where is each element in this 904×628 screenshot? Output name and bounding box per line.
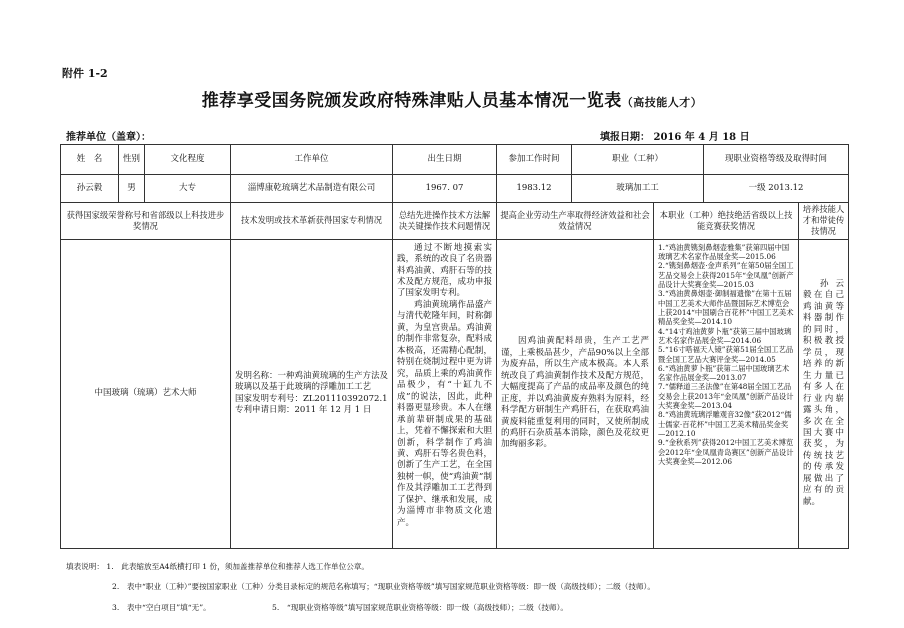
patent-number: 国家发明专利号：ZL201110392072.1 xyxy=(235,393,388,404)
info-table xyxy=(60,144,849,549)
recommending-unit-label: 推荐单位（盖章）： xyxy=(66,132,151,143)
list-item: 4.“14寸鸡油黄萝卜瓶”获第三届中国玻璃艺术名家作品展金奖—2014.06 xyxy=(658,326,792,345)
header-awards: 获得国家级荣誉称号和省部级以上科技进步奖情况 xyxy=(61,203,231,240)
cell-qualification: 一级 2013.12 xyxy=(704,175,849,203)
header-occupation: 职业（工种） xyxy=(572,145,704,175)
table-header-row xyxy=(61,203,849,240)
header-workplace: 工作单位 xyxy=(231,145,393,175)
list-item: 9.“金秋系列”获得2012中国工艺美术博览会2012年“金凤凰青岛赛区”创新产品设计大奖赛金奖—2012.06 xyxy=(658,438,794,467)
notes-line-1 xyxy=(66,561,369,572)
list-item: 8.“鸡油黄琉璃浮雕观音32像”获2012“儒士儒家·百花杯”中国工艺美术精品奖金奖—2012.10 xyxy=(658,410,792,439)
cell-competitions xyxy=(654,239,799,548)
header-education: 文化程度 xyxy=(145,145,231,175)
patent-date: 专利申请日期：2011 年 12 月 1 日 xyxy=(235,405,372,416)
attachment-label: 附件 1-2 xyxy=(62,67,108,80)
cell-productivity xyxy=(497,239,654,548)
list-item: 5.“16寸嗒福天人镜”获第51届全国工艺品暨全国工艺品大赛评金奖—2014.05 xyxy=(658,345,794,364)
cell-gender: 男 xyxy=(119,175,145,203)
cell-work-start: 1983.12 xyxy=(497,175,572,203)
table-row xyxy=(61,239,849,548)
header-patents: 技术发明或技术革新获得国家专利情况 xyxy=(231,203,393,240)
list-item: 2.“镌刻鼻烟壶·金声系列”在第50届全国工艺品交易会上获得2015年“金凤凰”创新产品设计大奖赛金奖—2015.03 xyxy=(658,261,794,289)
header-work-start: 参加工作时间 xyxy=(497,145,572,175)
note-3: 3. 表中“空白项目”填“无”。 xyxy=(112,603,211,612)
techniques-paragraph: 鸡油黄琉璃作品盛产与清代乾隆年间，时称御黄，为皇宫贵品。鸡油黄的制作非常复杂，配料成本极高，还需精心配制，特别在烧制过程中更为讲究，品质上乘的鸡油黄作品极少，有“十缸九不成”的说法，因此，此种料器更显珍贵。本人在继承前辈研制成果的基础上，凭着不懈探索和大胆创新，科学制作了鸡油黄、鸡肝石等名贵色料，创新了生产工艺，在全国独树一帜，使“鸡油黄”制作及其浮雕加工工艺得到了保护、继承和发展，成为淄博市非物质文化遗产。 xyxy=(397,299,493,528)
header-name: 姓 名 xyxy=(61,145,119,175)
fill-date: 填报日期： 2016 年 4 月 18 日 xyxy=(600,132,750,143)
cell-workplace: 淄博康乾琉璃艺术品制造有限公司 xyxy=(231,175,393,203)
cell-birth-date: 1967. 07 xyxy=(393,175,497,203)
techniques-paragraph: 通过不断地摸索实践，系统的改良了名贵器料鸡油黄、鸡肝石等的技术及配方规范，成功申报了国家发明专利。 xyxy=(397,242,493,299)
table-row xyxy=(61,175,849,203)
cell-awards: 中国玻璃（琉璃）艺术大师 xyxy=(61,239,231,548)
header-competitions: 本职业（工种）绝技绝活省级以上技能竞赛获奖情况 xyxy=(654,203,799,240)
training-paragraph: 孙云毅在自己鸡油黄等料器制作的同时，积极教授学员，现培养的新生力量已有多人在行业内崭露头角，多次在全国大赛中获奖，为传统技艺的传承发展做出了应有的贡献。 xyxy=(803,278,845,507)
cell-education: 大专 xyxy=(145,175,231,203)
page-title xyxy=(0,86,904,111)
list-item: 1.“鸡油黄镌刻鼻烟壶雅集”获第四届中国玻璃艺术名家作品展金奖—2015.06 xyxy=(658,242,790,261)
header-training: 培养技能人才和带徒传技情况 xyxy=(799,203,849,240)
table-header-row xyxy=(61,145,849,175)
note-2: 2. 表中“职业（工种）”要按国家职业（工种）分类目录标定的规范名称填写；“现职业资格等级”填写国家规范职业资格等级：即一级（高级技师）；二级（技师）。 xyxy=(112,582,655,591)
title-main: 推荐享受国务院颁发政府特殊津贴人员基本情况一览表 xyxy=(201,91,622,111)
list-item: 7.“儒释道三圣法像”在第48届全国工艺品交易会上获2013年“金凤凰”创新产品设计大奖赛金奖—2013.04 xyxy=(658,382,794,411)
header-qualification: 现职业资格等级及取得时间 xyxy=(704,145,849,175)
header-productivity: 提高企业劳动生产率取得经济效益和社会效益情况 xyxy=(497,203,654,240)
title-suffix: （高技能人才） xyxy=(621,96,703,109)
notes-intro: 填表说明： xyxy=(66,562,104,571)
header-birth-date: 出生日期 xyxy=(393,145,497,175)
cell-name: 孙云毅 xyxy=(61,175,119,203)
cell-techniques xyxy=(393,239,497,548)
cell-training xyxy=(799,239,849,548)
cell-patents xyxy=(231,239,393,548)
note-4: 5. “现职业资格等级”填写国家规范职业资格等级：即一级（高级技师）；二级（技师）。 xyxy=(272,603,568,612)
note-1: 1. 此表缩放至A4纸横打印 1 份，须加盖推荐单位和推荐人选工作单位公章。 xyxy=(106,562,370,571)
header-techniques: 总结先进操作技术方法解决关键操作技术问题情况 xyxy=(393,203,497,240)
cell-occupation: 玻璃加工工 xyxy=(572,175,704,203)
list-item: 6.“鸡油黄萝卜瓶”获第二届中国玻璃艺术名家作品展金奖—2013.07 xyxy=(658,363,790,383)
patent-name: 发明名称：一种鸡油黄琉璃的生产方法及玻璃以及基于此玻璃的浮雕加工工艺 xyxy=(235,370,389,393)
productivity-paragraph: 因鸡油黄配料昂贵，生产工艺严谨，上乘极品甚少，产品90%以上全部为废弃品，所以生产成本极高。本人系统改良了鸡油黄制作技术及配方规范，大幅度提高了产品的成品率及颜色的纯正度，并以鸡油黄废弃熟料为原料，经科学配方研制生产鸡肝石，在获取鸡油黄废料能重复利用的同时，又使所制成的鸡肝石杂质基本消除，颜色及花纹更加绚丽多彩。 xyxy=(501,336,650,450)
list-item: 3.“鸡油黄鼻烟壶·御制福遗像”在第十五届中国工艺美术大师作品暨国际艺术博览会上获2014“中国刷合百花杯”中国工艺美术精品奖金奖—2014.10 xyxy=(658,289,794,327)
header-gender: 性别 xyxy=(119,145,145,175)
